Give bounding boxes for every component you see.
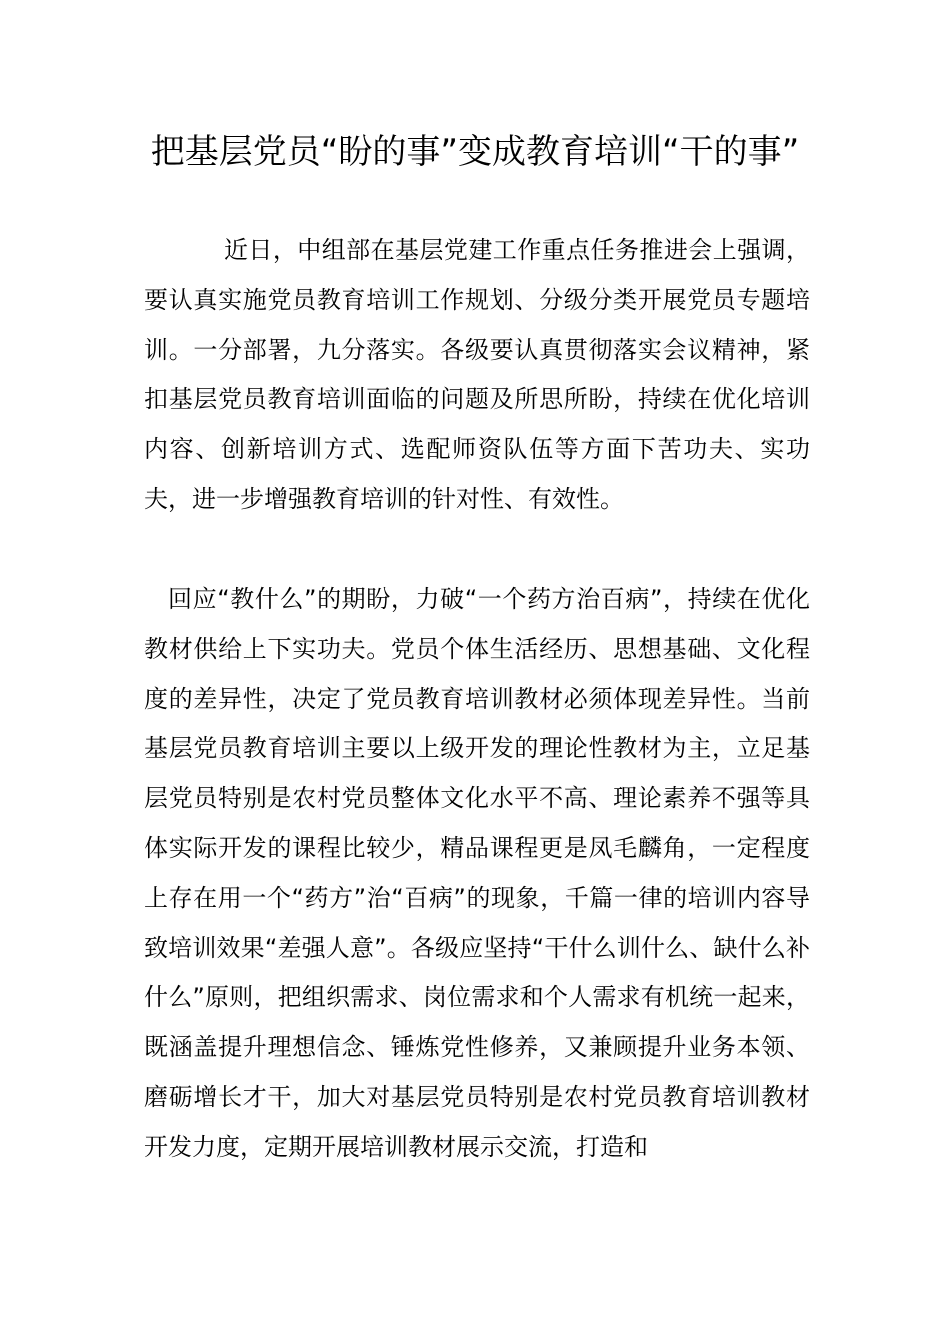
body-paragraph-1: 近日，中组部在基层党建工作重点任务推进会上强调，要认真实施党员教育培训工作规划、分级分类开展党员专题培训。一分部署，九分落实。各级要认真贯彻落实会议精神，紧扣基层党员教育培训面临的问题及所思所盼，持续在优化培训内容、创新培训方式、选配师资队伍等方面下苦功夫、实功夫，进一步增强教育培训的针对性、有效性。 xyxy=(144,236,810,513)
document-title: 把基层党员“盼的事”变成教育培训“干的事” xyxy=(150,132,800,172)
body-paragraph-2: 回应“教什么”的期盼，力破“一个药方治百病”，持续在优化教材供给上下实功夫。党员个体生活经历、思想基础、文化程度的差异性，决定了党员教育培训教材必须体现差异性。当前基层党员教育培训主要以上级开发的理论性教材为主，立足基层党员特别是农村党员整体文化水平不高、理论素养不强等具体实际开发的课程比较少，精品课程更是凤毛麟角，一定程度上存在用一个“药方”治“百病”的现象，千篇一律的培训内容导致培训效果“差强人意”。各级应坚持“干什么训什么、缺什么补什么”原则，把组织需求、岗位需求和个人需求有机统一起来，既涵盖提升理想信念、锤炼党性修养，又兼顾提升业务本领、磨砺增长才干，加大对基层党员特别是农村党员教育培训教材开发力度，定期开展培训教材展示交流，打造和 xyxy=(144,585,810,1161)
